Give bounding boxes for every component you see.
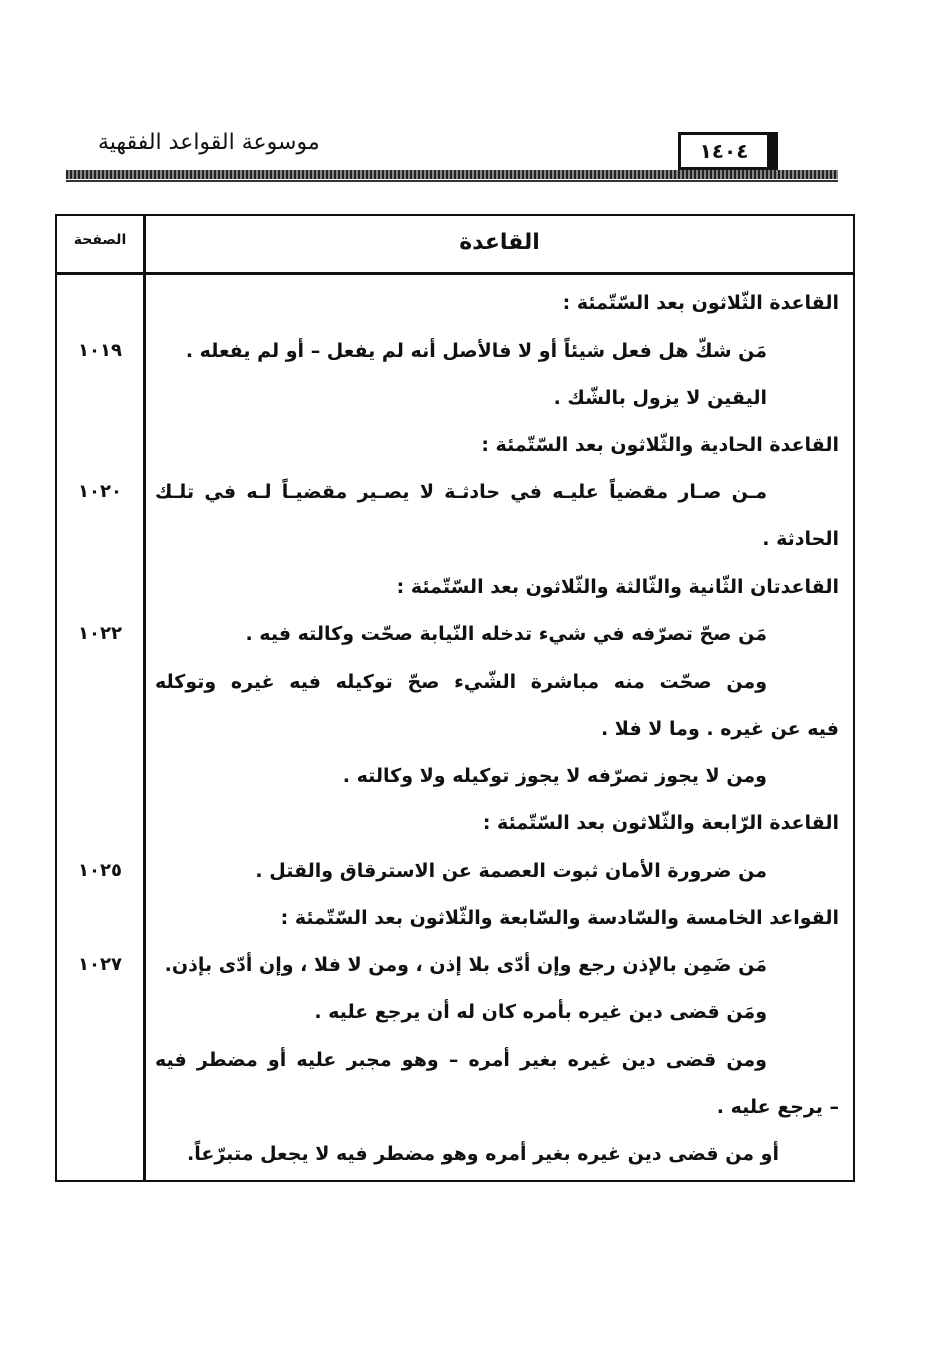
page-ref: ١٠٢٠ xyxy=(78,481,122,502)
page-ref: ١٠٢٢ xyxy=(78,623,122,644)
column-header-rule: القاعدة xyxy=(459,230,540,255)
table-row: ومَن قضى دين غيره بأمره كان له أن يرجع عليه . xyxy=(314,1001,767,1023)
header-divider xyxy=(57,272,853,275)
header-rule xyxy=(66,170,838,179)
page-ref: ١٠٢٧ xyxy=(78,954,122,975)
page-header xyxy=(66,122,838,184)
table-row: ومن لا يجوز تصرّفه لا يجوز توكيله ولا وكالته . xyxy=(342,765,767,787)
column-header-page: الصفحة xyxy=(73,232,127,248)
table-row-heading: القاعدة الرّابعة والثّلاثون بعد السّتّمئة : xyxy=(482,812,839,834)
column-divider xyxy=(143,216,146,1180)
rules-table xyxy=(55,214,855,1182)
table-row: – يرجع عليه . xyxy=(716,1096,839,1118)
table-row: اليقين لا يزول بالشّك . xyxy=(553,387,767,409)
table-row: ومن صحّت منه مباشرة الشّيء صحّ توكيله فيه غيره وتوكله xyxy=(155,671,767,693)
table-row: مَن ضَمِن بالإذن رجع وإن أدّى بلا إذن ، ومن لا فلا ، وإن أدّى بإذن. xyxy=(164,954,767,976)
table-row: الحادثة . xyxy=(762,528,839,550)
table-row: مَن صحّ تصرّفه في شيء تدخله النّيابة صحّت وكالته فيه . xyxy=(245,623,767,645)
page-number: ١٤٠٤ xyxy=(678,132,770,170)
table-row: مـن صـار مقضياً عليـه في حادثـة لا يصـير مقضيـاً لـه في تلـك xyxy=(155,481,767,503)
table-row-heading: القاعدة الحادية والثّلاثون بعد السّتّمئة : xyxy=(481,434,839,456)
page-ref: ١٠٢٥ xyxy=(78,860,122,881)
table-row: أو من قضى دين غيره بغير أمره وهو مضطر فيه لا يجعل متبرّعاً. xyxy=(187,1143,779,1165)
table-row-heading: القاعدتان الثّانية والثّالثة والثّلاثون بعد السّتّمئة : xyxy=(396,576,839,598)
book-title: موسوعة القواعد الفقهية xyxy=(98,130,320,155)
table-row: مَن شكّ هل فعل شيئاً أو لا فالأصل أنه لم يفعل – أو لم يفعله . xyxy=(185,340,767,362)
header-rule-thin xyxy=(66,180,838,182)
table-row: من ضرورة الأمان ثبوت العصمة عن الاسترقاق والقتل . xyxy=(255,860,767,882)
table-row: ومن قضى دين غيره بغير أمره – وهو مجبر عليه أو مضطر فيه xyxy=(155,1049,767,1071)
table-row-heading: القاعدة الثّلاثون بعد السّتّمئة : xyxy=(562,292,839,314)
table-row: فيه عن غيره . وما لا فلا . xyxy=(600,718,839,740)
page-ref: ١٠١٩ xyxy=(78,340,122,361)
table-row-heading: القواعد الخامسة والسّادسة والسّابعة والثّلاثون بعد السّتّمئة : xyxy=(280,907,839,929)
